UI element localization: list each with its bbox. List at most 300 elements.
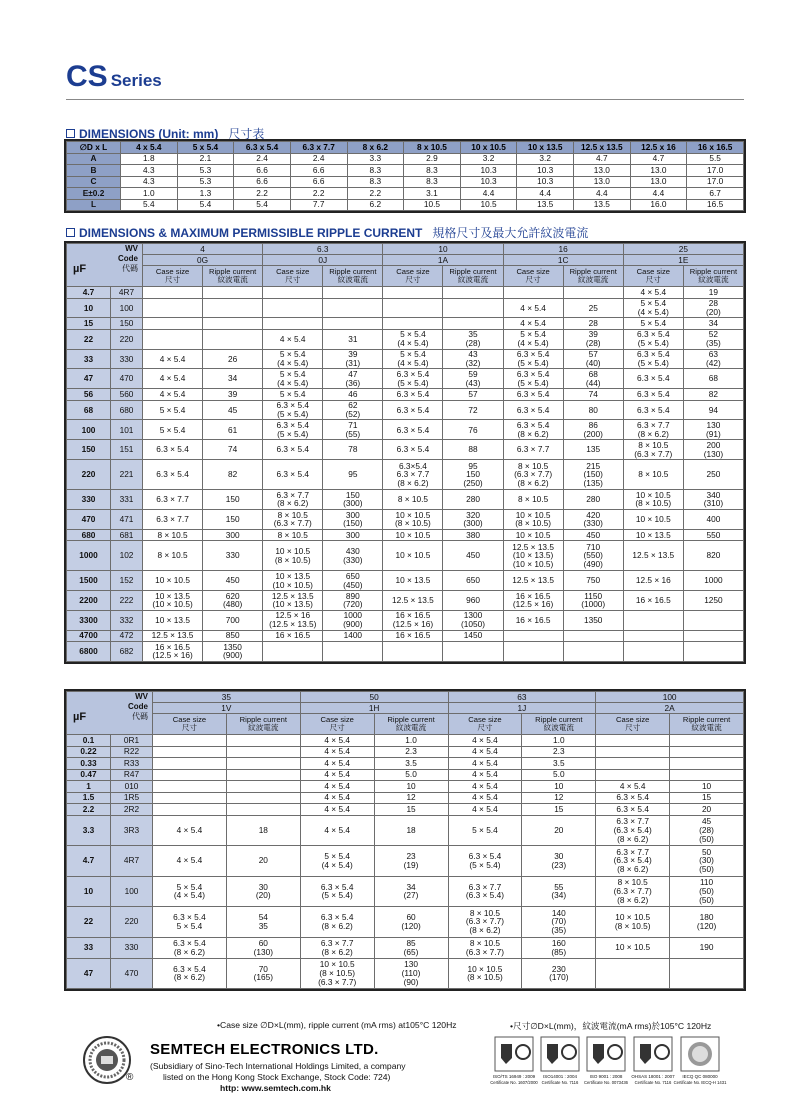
case-size-cjk-label: 尺寸 xyxy=(181,723,198,732)
case-size-cell: 6.3 × 5.4 xyxy=(263,440,323,460)
capacitance-cell: 1000 xyxy=(67,541,111,571)
case-size-cell: 4 × 5.4 xyxy=(300,746,374,758)
header-rule xyxy=(66,99,744,100)
wv-header: 4 xyxy=(143,244,263,255)
ripple-current-cell xyxy=(203,329,263,349)
capacitance-cell: 4.7 xyxy=(67,846,111,877)
case-size-cell: 6.3 × 7.7 xyxy=(503,440,563,460)
code-header: 0G xyxy=(143,255,263,266)
code-cell: 332 xyxy=(111,610,143,630)
dims-cell: 2.4 xyxy=(290,153,347,165)
ripple-current-cell xyxy=(670,958,744,989)
capacitance-cell: 22 xyxy=(67,907,111,938)
ripple-current-cell: 12 xyxy=(522,792,596,804)
ripple-current-cell: 80 xyxy=(563,400,623,420)
case-size-label: Case size xyxy=(636,267,670,277)
dims-cell: 5.4 xyxy=(121,199,178,211)
code-label: Code xyxy=(118,254,138,263)
case-size-cell: 6.3 × 5.4 (8 × 6.2) xyxy=(300,907,374,938)
case-size-cell xyxy=(153,735,227,747)
case-size-header xyxy=(300,714,374,735)
case-size-cell: 6.3 × 7.7 xyxy=(143,490,203,510)
certification-number: Certificate No. IECQ-H 1431 xyxy=(673,1080,727,1085)
case-size-cell: 5 × 5.4 (4 × 5.4) xyxy=(623,298,683,318)
case-size-cell: 4 × 5.4 xyxy=(300,792,374,804)
case-size-cell: 6.3 × 7.7 (8 × 6.2) xyxy=(623,420,683,440)
ripple-current-cell: 94 xyxy=(683,400,743,420)
dims-cell: 2.2 xyxy=(347,188,404,200)
code-cell: 151 xyxy=(111,440,143,460)
case-size-cell: 10 × 10.5 xyxy=(503,529,563,541)
case-size-cell: 10 × 10.5 (8 × 10.5) xyxy=(263,541,323,571)
capacitance-cell: 4.7 xyxy=(67,287,111,299)
wv-header: 6.3 xyxy=(263,244,383,255)
ripple-current-cell xyxy=(683,610,743,630)
case-size-cell: 8 × 10.5 (6.3 × 7.7) xyxy=(263,509,323,529)
case-size-cell: 10 × 13.5 xyxy=(143,610,203,630)
ripple-heading: DIMENSIONS & MAXIMUM PERMISSIBLE RIPPLE CURRENT 規格尺寸及最大允許紋波電流 xyxy=(66,224,588,241)
dims-cell: 10.5 xyxy=(404,199,461,211)
dims-cell: 2.2 xyxy=(290,188,347,200)
ripple-current-cell: 150 xyxy=(203,509,263,529)
table-row xyxy=(67,153,744,165)
ripple-current-cell: 46 xyxy=(323,389,383,401)
case-size-cell xyxy=(623,610,683,630)
ripple-current-cell: 20 xyxy=(226,846,300,877)
dims-row-label: L xyxy=(67,199,121,211)
case-size-cell xyxy=(143,287,203,299)
case-size-header xyxy=(448,714,522,735)
table-row xyxy=(67,846,744,877)
case-size-cell: 6.3×5.4 6.3 × 7.7 (8 × 6.2) xyxy=(383,460,443,490)
dims-cell: 4.7 xyxy=(630,153,687,165)
case-size-cell: 4 × 5.4 xyxy=(448,792,522,804)
capacitance-cell: 22 xyxy=(67,329,111,349)
case-size-cell: 4 × 5.4 xyxy=(503,318,563,330)
capacitance-cell: 100 xyxy=(67,420,111,440)
case-size-header xyxy=(153,714,227,735)
table-row xyxy=(67,610,744,630)
case-size-cell: 12.5 × 16 xyxy=(623,571,683,591)
case-size-cell: 6.3 × 5.4 (5 × 5.4) xyxy=(263,420,323,440)
case-size-cell xyxy=(383,642,443,662)
case-size-cell: 12.5 × 13.5 xyxy=(623,541,683,571)
table-row xyxy=(67,907,744,938)
wv-header: 10 xyxy=(383,244,503,255)
wv-header: 100 xyxy=(596,692,744,703)
case-size-cell: 16 × 16.5 xyxy=(263,630,323,642)
case-size-cell: 4 × 5.4 xyxy=(448,746,522,758)
dims-column-header: 16 x 16.5 xyxy=(687,142,744,154)
dims-cell: 4.3 xyxy=(121,176,178,188)
ripple-current-cell: 1.0 xyxy=(374,735,448,747)
ripple-current-cell: 28 (20) xyxy=(683,298,743,318)
case-size-cjk-label: 尺寸 xyxy=(525,275,541,284)
certification-standard: ISO 9001 : 2008 xyxy=(589,1074,623,1079)
ripple-current-cell: 130 (91) xyxy=(683,420,743,440)
ripple-current-cell: 31 xyxy=(323,329,383,349)
ripple-current-cell xyxy=(563,630,623,642)
ripple-current-cell: 20 xyxy=(522,815,596,846)
company-name: SEMTECH ELECTRONICS LTD. xyxy=(150,1041,379,1058)
dims-cell: 2.4 xyxy=(234,153,291,165)
capacitance-cell: 1500 xyxy=(67,571,111,591)
case-size-cell: 5 × 5.4 (4 × 5.4) xyxy=(300,846,374,877)
dims-column-header: 10 x 13.5 xyxy=(517,142,574,154)
capacitance-cell: 1 xyxy=(67,781,111,793)
table-row xyxy=(67,329,744,349)
ripple-current-cell: 19 xyxy=(683,287,743,299)
ripple-current-cell: 60 (130) xyxy=(226,937,300,958)
ripple-current-cell: 71 (55) xyxy=(323,420,383,440)
case-size-cell: 10 × 13.5 xyxy=(383,571,443,591)
ripple-current-cell: 35 (28) xyxy=(443,329,503,349)
dims-cell: 6.6 xyxy=(290,165,347,177)
capacitance-cell: 15 xyxy=(67,318,111,330)
case-size-cell: 4 × 5.4 xyxy=(300,735,374,747)
wv-code-corner-header xyxy=(67,244,143,287)
ripple-current-cell xyxy=(443,642,503,662)
ripple-current-label: Ripple current xyxy=(569,267,617,277)
ripple-current-cell: 1300 (1050) xyxy=(443,610,503,630)
ripple-current-cell xyxy=(443,318,503,330)
ripple-current-cjk-label: 紋波電流 xyxy=(691,723,722,732)
ripple-current-cell: 74 xyxy=(203,440,263,460)
certification-badge-icon xyxy=(680,1036,720,1072)
ripple-current-cell: 150 (300) xyxy=(323,490,383,510)
case-size-header xyxy=(623,266,683,287)
case-size-cell: 4 × 5.4 xyxy=(263,329,323,349)
ripple-current-cjk-label: 紋波電流 xyxy=(337,275,369,284)
ripple-current-cell: 82 xyxy=(683,389,743,401)
ripple-current-label: Ripple current xyxy=(387,715,435,725)
ripple-current-cell: 300 xyxy=(203,529,263,541)
website-link[interactable]: http: www.semtech.com.hk xyxy=(220,1083,331,1093)
ripple-current-cell: 135 xyxy=(563,440,623,460)
case-size-cell: 6.3 × 5.4 (5 × 5.4) xyxy=(448,846,522,877)
ripple-current-header xyxy=(226,714,300,735)
ripple-current-cell xyxy=(226,804,300,816)
wv-label: WV xyxy=(125,244,138,253)
capacitance-cell: 68 xyxy=(67,400,111,420)
capacitance-cell: 0.33 xyxy=(67,758,111,770)
ripple-current-cell xyxy=(226,781,300,793)
ripple-current-cell xyxy=(323,287,383,299)
code-cell: 2R2 xyxy=(111,804,153,816)
dims-cell: 6.7 xyxy=(687,188,744,200)
certification-number: Certificate No. 0073436 xyxy=(584,1080,628,1085)
ripple-current-cell: 15 xyxy=(522,804,596,816)
case-size-cell: 5 × 5.4 (4 × 5.4) xyxy=(503,329,563,349)
case-size-label: Case size xyxy=(468,715,502,725)
dims-cell: 6.6 xyxy=(234,165,291,177)
case-size-cell xyxy=(503,630,563,642)
case-size-cell: 6.3 × 5.4 5 × 5.4 xyxy=(153,907,227,938)
dims-cell: 17.0 xyxy=(687,176,744,188)
ripple-current-cell: 57 xyxy=(443,389,503,401)
case-size-cell: 10 × 13.5 (10 × 10.5) xyxy=(143,590,203,610)
capacitance-cell: 150 xyxy=(67,440,111,460)
case-size-cell: 5 × 5.4 xyxy=(263,389,323,401)
case-size-cell: 6.3 × 5.4 (5 × 5.4) xyxy=(503,369,563,389)
dims-cell: 16.0 xyxy=(630,199,687,211)
case-size-label: Case size xyxy=(155,267,190,277)
ripple-current-cell: 650 (450) xyxy=(323,571,383,591)
case-size-cell xyxy=(383,318,443,330)
dims-cell: 10.5 xyxy=(460,199,517,211)
case-size-cell: 6.3 × 5.4 (5 × 5.4) xyxy=(383,369,443,389)
case-size-cell xyxy=(153,804,227,816)
case-size-cell: 6.3 × 5.4 (8 × 6.2) xyxy=(503,420,563,440)
case-size-cell xyxy=(263,642,323,662)
wv-code-corner-header xyxy=(67,692,153,735)
case-size-cell: 6.3 × 5.4 xyxy=(143,460,203,490)
capacitance-cell: 56 xyxy=(67,389,111,401)
code-cell: 681 xyxy=(111,529,143,541)
series-name: CS xyxy=(66,60,108,93)
case-size-cell: 5 × 5.4 (4 × 5.4) xyxy=(383,329,443,349)
case-size-cell: 12.5 × 13.5 xyxy=(503,571,563,591)
table-row xyxy=(67,490,744,510)
code-cell: 470 xyxy=(111,369,143,389)
case-size-cell: 10 × 10.5 (8 × 10.5) xyxy=(503,509,563,529)
table-row xyxy=(67,571,744,591)
dims-cell: 8.3 xyxy=(347,165,404,177)
ripple-current-cell: 54 35 xyxy=(226,907,300,938)
dims-cell: 5.3 xyxy=(177,165,234,177)
ripple-current-cell: 130 (110) (90) xyxy=(374,958,448,989)
table-row xyxy=(67,420,744,440)
ripple-current-cell: 1.0 xyxy=(522,735,596,747)
code-cell: 220 xyxy=(111,329,143,349)
ripple-current-header xyxy=(563,266,623,287)
code-cell: 221 xyxy=(111,460,143,490)
ripple-current-cell xyxy=(563,287,623,299)
dims-cell: 4.3 xyxy=(121,165,178,177)
ripple-current-cell: 280 xyxy=(563,490,623,510)
ripple-current-cell: 39 (28) xyxy=(563,329,623,349)
code-cell: R22 xyxy=(111,746,153,758)
capacitance-cell: 3.3 xyxy=(67,815,111,846)
code-header: 1V xyxy=(153,703,301,714)
ripple-current-cell xyxy=(683,642,743,662)
case-size-cell: 12.5 × 13.5 (10 × 13.5) (10 × 10.5) xyxy=(503,541,563,571)
checkbox-icon xyxy=(66,129,75,138)
dims-cell: 4.4 xyxy=(574,188,631,200)
code-cell: 330 xyxy=(111,937,153,958)
case-size-cell xyxy=(383,287,443,299)
case-size-cell: 4 × 5.4 xyxy=(300,769,374,781)
dims-cell: 2.1 xyxy=(177,153,234,165)
capacitance-cell: 33 xyxy=(67,937,111,958)
wv-header: 50 xyxy=(300,692,448,703)
case-size-cell: 8 × 10.5 xyxy=(143,529,203,541)
ripple-current-cjk-label: 紋波電流 xyxy=(698,275,729,284)
ripple-current-cell: 74 xyxy=(563,389,623,401)
ripple-current-cell: 47 (36) xyxy=(323,369,383,389)
case-size-cell: 16 × 16.5 (12.5 × 16) xyxy=(503,590,563,610)
ripple-current-cell: 20 xyxy=(670,804,744,816)
dims-cell: 8.3 xyxy=(404,165,461,177)
code-cell: 680 xyxy=(111,400,143,420)
ripple-table-high-voltage xyxy=(66,691,744,989)
dims-cell: 13.0 xyxy=(630,165,687,177)
ripple-current-cell: 3.5 xyxy=(374,758,448,770)
case-size-label: Case size xyxy=(516,267,550,277)
code-header: 1C xyxy=(503,255,623,266)
case-size-cell xyxy=(263,298,323,318)
ripple-current-cjk-label: 紋波電流 xyxy=(248,723,279,732)
ripple-current-cell: 5.0 xyxy=(522,769,596,781)
case-size-cell: 6.3 × 5.4 xyxy=(383,400,443,420)
code-cell: 101 xyxy=(111,420,143,440)
case-size-cell: 6.3 × 5.4 (5 × 5.4) xyxy=(263,400,323,420)
ripple-current-cell: 1350 (900) xyxy=(203,642,263,662)
ripple-current-cell: 150 xyxy=(203,490,263,510)
capacitance-cell: 47 xyxy=(67,369,111,389)
case-size-cell: 4 × 5.4 xyxy=(300,804,374,816)
company-subsidiary-line: (Subsidiary of Sino-Tech International Holdings Limited, a company xyxy=(150,1061,406,1071)
dims-cell: 17.0 xyxy=(687,165,744,177)
ripple-current-cell: 380 xyxy=(443,529,503,541)
case-size-cell: 8 × 10.5 xyxy=(263,529,323,541)
dims-cell: 13.5 xyxy=(574,199,631,211)
ripple-current-cjk-label: 紋波電流 xyxy=(457,275,489,284)
ripple-current-cell: 450 xyxy=(443,541,503,571)
ripple-current-cell: 15 xyxy=(374,804,448,816)
case-size-cell xyxy=(153,792,227,804)
code-header: 1H xyxy=(300,703,448,714)
table-row xyxy=(67,318,744,330)
dims-cell: 6.6 xyxy=(234,176,291,188)
code-cell: 330 xyxy=(111,349,143,369)
checkbox-icon xyxy=(66,228,75,237)
ripple-current-cell: 95 xyxy=(323,460,383,490)
case-size-cell: 4 × 5.4 xyxy=(448,758,522,770)
case-size-header xyxy=(263,266,323,287)
code-cell: 682 xyxy=(111,642,143,662)
capacitance-cell: 4700 xyxy=(67,630,111,642)
ripple-current-cell: 3.5 xyxy=(522,758,596,770)
ripple-table-low-voltage xyxy=(66,243,744,662)
dims-cell: 2.9 xyxy=(404,153,461,165)
case-size-cell: 6.3 × 7.7 (8 × 6.2) xyxy=(300,937,374,958)
case-size-cell: 6.3 × 5.4 xyxy=(383,420,443,440)
ripple-current-cell: 140 (70) (35) xyxy=(522,907,596,938)
capacitance-cell: 330 xyxy=(67,490,111,510)
capacitance-cell: 680 xyxy=(67,529,111,541)
dims-column-header: 10 x 10.5 xyxy=(460,142,517,154)
dims-cell: 7.7 xyxy=(290,199,347,211)
dims-cell: 1.8 xyxy=(121,153,178,165)
ripple-current-header xyxy=(323,266,383,287)
case-size-cell: 6.3 × 5.4 xyxy=(503,400,563,420)
code-header: 0J xyxy=(263,255,383,266)
ripple-current-cell: 1400 xyxy=(323,630,383,642)
code-cell: 100 xyxy=(111,298,143,318)
ripple-current-cell: 18 xyxy=(374,815,448,846)
case-size-cell: 6.3 × 5.4 xyxy=(596,804,670,816)
case-size-cell xyxy=(596,958,670,989)
dims-row-label: A xyxy=(67,153,121,165)
case-size-cell xyxy=(596,758,670,770)
ripple-current-cell: 190 xyxy=(670,937,744,958)
semtech-logo-icon xyxy=(82,1035,132,1085)
dims-cell: 5.4 xyxy=(177,199,234,211)
dims-column-header: 4 x 5.4 xyxy=(121,142,178,154)
ripple-current-cell: 55 (34) xyxy=(522,876,596,907)
case-size-cell: 6.3 × 5.4 (5 × 5.4) xyxy=(623,329,683,349)
ripple-current-cell: 300 xyxy=(323,529,383,541)
case-size-cell xyxy=(503,287,563,299)
ripple-current-label: Ripple current xyxy=(239,715,287,725)
table-row xyxy=(67,440,744,460)
table-row xyxy=(67,400,744,420)
capacitance-cell: 2.2 xyxy=(67,804,111,816)
dims-cell: 10.3 xyxy=(460,176,517,188)
dims-column-header: 8 x 10.5 xyxy=(404,142,461,154)
dims-cell: 13.0 xyxy=(574,176,631,188)
table-row xyxy=(67,876,744,907)
dims-cell: 3.1 xyxy=(404,188,461,200)
ripple-current-cjk-label: 紋波電流 xyxy=(578,275,609,284)
case-size-cell: 5 × 5.4 (4 × 5.4) xyxy=(263,349,323,369)
table-row xyxy=(67,541,744,571)
capacitance-cell: 2200 xyxy=(67,590,111,610)
case-size-label: Case size xyxy=(616,715,650,725)
case-size-cell: 16 × 16.5 xyxy=(623,590,683,610)
case-size-cell: 8 × 10.5 (6.3 × 7.7) xyxy=(448,937,522,958)
ripple-current-cell xyxy=(670,769,744,781)
ripple-current-cell: 88 xyxy=(443,440,503,460)
dims-cell: 3.2 xyxy=(517,153,574,165)
case-size-cell: 10 × 10.5 xyxy=(596,937,670,958)
capacitance-cell: 10 xyxy=(67,298,111,318)
case-size-cell xyxy=(596,735,670,747)
dimensions-table xyxy=(66,141,744,211)
case-size-cell: 16 × 16.5 xyxy=(383,630,443,642)
case-size-cell: 5 × 5.4 xyxy=(623,318,683,330)
case-size-cell: 5 × 5.4 (4 × 5.4) xyxy=(153,876,227,907)
ripple-current-cell: 59 (43) xyxy=(443,369,503,389)
table-row xyxy=(67,369,744,389)
case-size-cell xyxy=(143,329,203,349)
ripple-current-cell: 34 xyxy=(683,318,743,330)
table-row xyxy=(67,937,744,958)
table-row xyxy=(67,590,744,610)
ripple-current-cjk-label: 紋波電流 xyxy=(217,275,248,284)
ripple-current-cell: 2.3 xyxy=(374,746,448,758)
ripple-current-cell xyxy=(443,298,503,318)
dims-column-header: 6.3 x 7.7 xyxy=(290,142,347,154)
dims-cell: 4.4 xyxy=(630,188,687,200)
code-cjk-label: 代碼 xyxy=(122,264,138,273)
case-size-cell: 4 × 5.4 xyxy=(143,349,203,369)
case-size-cell xyxy=(143,298,203,318)
ripple-current-cell: 62 (52) xyxy=(323,400,383,420)
case-size-cell: 10 × 10.5 xyxy=(623,509,683,529)
certification-standard: IECQ QC 080000 xyxy=(682,1074,718,1079)
ripple-current-cell: 2.3 xyxy=(522,746,596,758)
dims-cell: 6.2 xyxy=(347,199,404,211)
ripple-current-cell xyxy=(203,298,263,318)
case-size-cell: 10 × 13.5 xyxy=(623,529,683,541)
case-size-cell: 8 × 10.5 xyxy=(143,541,203,571)
table-row xyxy=(67,298,744,318)
table-row xyxy=(67,769,744,781)
case-size-header xyxy=(143,266,203,287)
ripple-current-cell: 230 (170) xyxy=(522,958,596,989)
